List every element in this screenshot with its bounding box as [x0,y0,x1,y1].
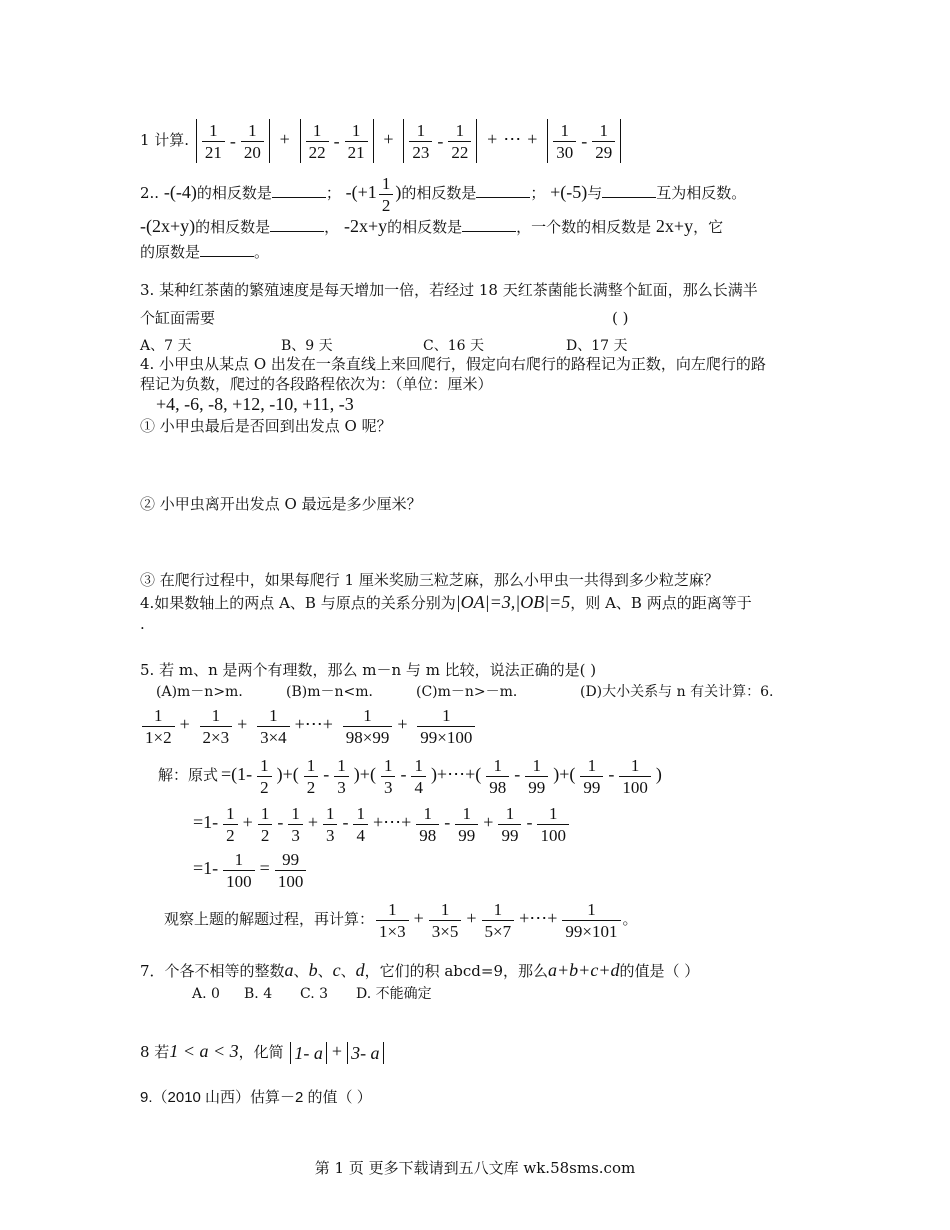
q2-line3: 的原数是 。 [140,243,270,261]
q1-line: 1 计算. $\frac{1}{21}$ - $\frac{1}{20}$ + $\frac{1}{22}$ - $\frac{1}{21}$ + $\frac{1}{23}$ - $\frac{1}{22}$ + ⋯ + $\frac{1}{30}$ - $\frac{1}{29}$ [140,116,623,163]
q2-line2: -(2x+y)的相反数是 ， -2x+y的相反数是 ，一个数的相反数是 2x+y，它 [140,216,724,236]
abs-term-4: $\frac{1}{30}$ - $\frac{1}{29}$ [547,119,621,163]
page-footer: 第 1 页 更多下载请到五八文库 wk.58sms.com [314,1159,636,1177]
blank [272,183,326,198]
abs-term-1: $\frac{1}{21}$ - $\frac{1}{20}$ [196,119,270,163]
q6-step3: =1- $\frac{1}{100}$ = $\frac{99}{100}$ [190,846,308,892]
q8-line: 8 若1 < a < 3，化简 1- a + 3- a [140,1038,386,1065]
q5-line1: 5. 若 m、n 是两个有理数，那么 m－n 与 m 比较，说法正确的是( ) [140,661,597,679]
q6-series: $\frac{1}{1\times 2}$ + $\frac{1}{2\times 3}$ + $\frac{1}{3\times 4}$ +⋯+ $\frac{1}{98\times 99}$ + $\frac{1}{99\times 100}$ [140,702,477,748]
q4b-dot: . [140,615,145,633]
blank [270,217,324,232]
abs-term-3: $\frac{1}{23}$ - $\frac{1}{22}$ [403,119,477,163]
blank [602,183,656,198]
q2-line1: 2.. -(-4)的相反数是 ； -(+1 $\frac{1}{2}$ )的相反数是 ； +(-5)与 互为相反数。 [140,173,747,215]
q3-line1: 3. 某种红茶菌的繁殖速度是每天增加一倍，若经过 18 天红茶菌能长满整个缸面，那么长满半 [140,281,758,299]
q7-line1: 7．个各不相等的整数a、b、c、d，它们的积 abcd=9，那么a+b+c+d的值是（ ） [140,960,700,980]
q6-step2: =1- $\frac{1}{2}$ + $\frac{1}{2}$ - $\frac{1}{3}$ + $\frac{1}{3}$ - $\frac{1}{4}$ +⋯+ $\frac{1}{98}$ - $\frac{1}{99}$ + $\frac{1}{99}$ - $\frac{1}{100}$ [190,800,571,846]
q1-label: 1 计算. [140,131,190,149]
blank [200,242,254,257]
q4-seq: +4, -6, -8, +12, -10, +11, -3 [156,394,354,414]
q4b-line: 4.如果数轴上的两点 A、B 与原点的关系分别为|OA|=3,|OB|=5，则 A、B 两点的距离等于 [140,592,752,612]
blank [476,183,530,198]
q4-sub3: ③ 在爬行过程中，如果每爬行 1 厘米奖励三粒芝麻，那么小甲虫一共得到多少粒芝麻？ [140,571,719,589]
q6-observe: 观察上题的解题过程，再计算： $\frac{1}{1\times 3}$ + $\frac{1}{3\times 5}$ + $\frac{1}{5\times 7}$ +⋯+ $\frac{1}{99\times 101}$ 。 [164,899,638,941]
q4-sub1: ① 小甲虫最后是否回到出发点 O 呢？ [140,417,392,435]
abs-term-2: $\frac{1}{22}$ - $\frac{1}{21}$ [300,119,374,163]
q4-line2: 程记为负数，爬过的各段路程依次为：（单位：厘米） [140,375,493,393]
q3-line2: 个缸面需要 ( ) [140,309,629,327]
q6-step1: 解：原式 =(1- $\frac{1}{2}$ )+( $\frac{1}{2}$ - $\frac{1}{3}$ )+( $\frac{1}{3}$ - $\frac{1}{4}$ )+⋯+( $\frac{1}{98}$ - $\frac{1}{99}$ )+( $\frac{1}{99}$ - $\frac{1}{100}$ ) [158,755,662,797]
q4-line1: 4. 小甲虫从某点 O 出发在一条直线上来回爬行，假定向右爬行的路程记为正数，向左爬行的路 [140,355,766,373]
q9-line: 9.（2010 山西）估算－2 的值（ ） [140,1089,372,1106]
blank [462,217,516,232]
q4-sub2: ② 小甲虫离开出发点 O 最远是多少厘米？ [140,495,422,513]
